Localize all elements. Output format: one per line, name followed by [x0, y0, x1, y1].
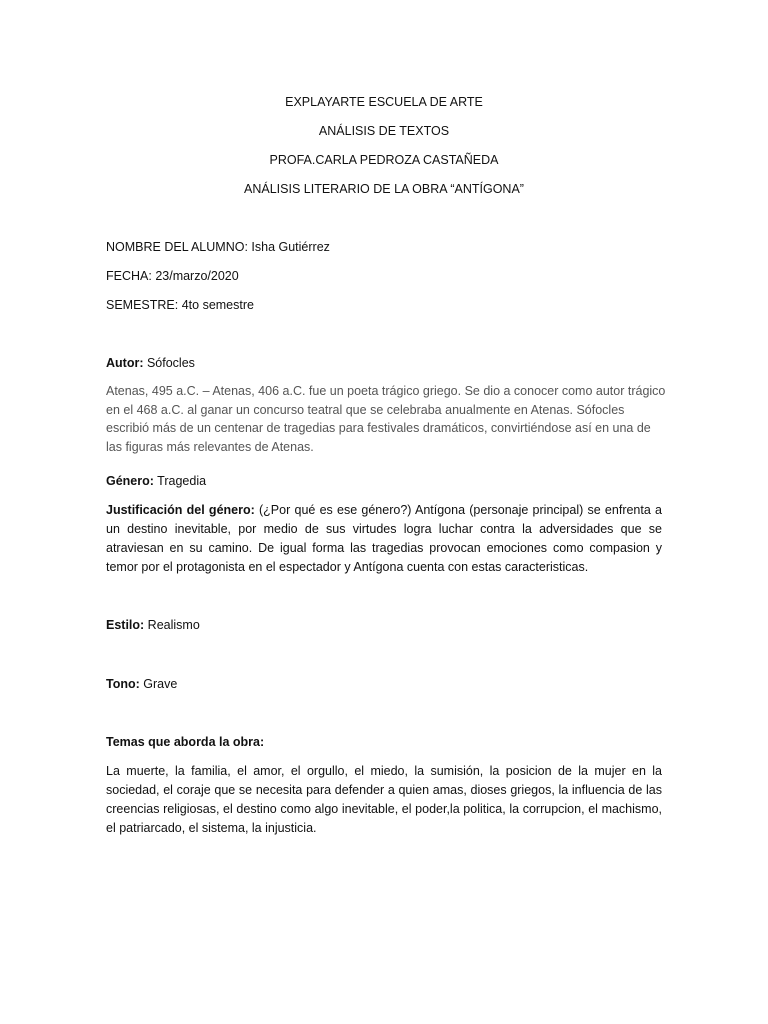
genre-row	[106, 473, 206, 489]
author-value: Sófocles	[143, 356, 195, 370]
tone-row	[106, 676, 177, 692]
student-name-label: NOMBRE DEL ALUMNO:	[106, 240, 248, 254]
teacher-name: PROFA.CARLA PEDROZA CASTAÑEDA	[269, 153, 499, 167]
school-title: EXPLAYARTE ESCUELA DE ARTE	[285, 95, 483, 109]
date-value: 23/marzo/2020	[151, 269, 239, 283]
subject-title: ANÁLISIS DE TEXTOS	[318, 124, 450, 138]
genre-value: Tragedia	[153, 474, 207, 488]
themes-heading	[106, 734, 264, 750]
justification-text: (¿Por qué es ese género?) Antígona (personaje principal) se enfrenta a un destino inevitable, por medio de sus virtudes logra luchar contra la adversidades que se atraviesan en su camino. De igual forma las tragedias provocan emociones como compasion y temor por el protagonista en el espectador y Antígona cuenta con estas caracteristicas.	[106, 503, 662, 574]
genre-label: Género:	[106, 474, 154, 488]
tone-label: Tono:	[106, 677, 140, 691]
author-label: Autor:	[106, 356, 144, 370]
student-name-value: Isha Gutiérrez	[247, 240, 330, 254]
author-row	[106, 355, 195, 371]
semester-label: SEMESTRE:	[106, 298, 179, 312]
date-label: FECHA:	[106, 269, 152, 283]
author-bio: Atenas, 495 a.C. – Atenas, 406 a.C. fue un poeta trágico griego. Se dio a conocer como autor trágico en el 468 a.C. al ganar un concurso teatral que se celebraba anualmente en Atenas. Sófocles escribió más de un centenar de tragedias para festivales dramáticos, convirtiéndose así en una de las figuras más relevantes de Atenas.	[106, 384, 666, 454]
themes-label: Temas que aborda la obra:	[106, 735, 265, 749]
genre-justification	[106, 501, 662, 577]
tone-value: Grave	[139, 677, 178, 691]
student-name-row	[106, 239, 330, 255]
style-row	[106, 617, 200, 633]
date-row	[106, 268, 239, 284]
semester-row	[106, 297, 254, 313]
themes-text: La muerte, la familia, el amor, el orgullo, el miedo, la sumisión, la posicion de la mujer en la sociedad, el coraje que se necesita para defender a quien amas, dioses griegos, la influencia de las creencias religiosas, el destino como algo inevitable, el poder,la politica, la corrupcion, el machismo, el patriarcado, el sistema, la injusticia.	[106, 764, 662, 835]
work-title: ANÁLISIS LITERARIO DE LA OBRA “ANTÍGONA”	[244, 182, 524, 196]
justification-label: Justificación del género:	[106, 503, 255, 517]
style-label: Estilo:	[106, 618, 145, 632]
semester-value: 4to semestre	[178, 298, 254, 312]
style-value: Realismo	[144, 618, 200, 632]
